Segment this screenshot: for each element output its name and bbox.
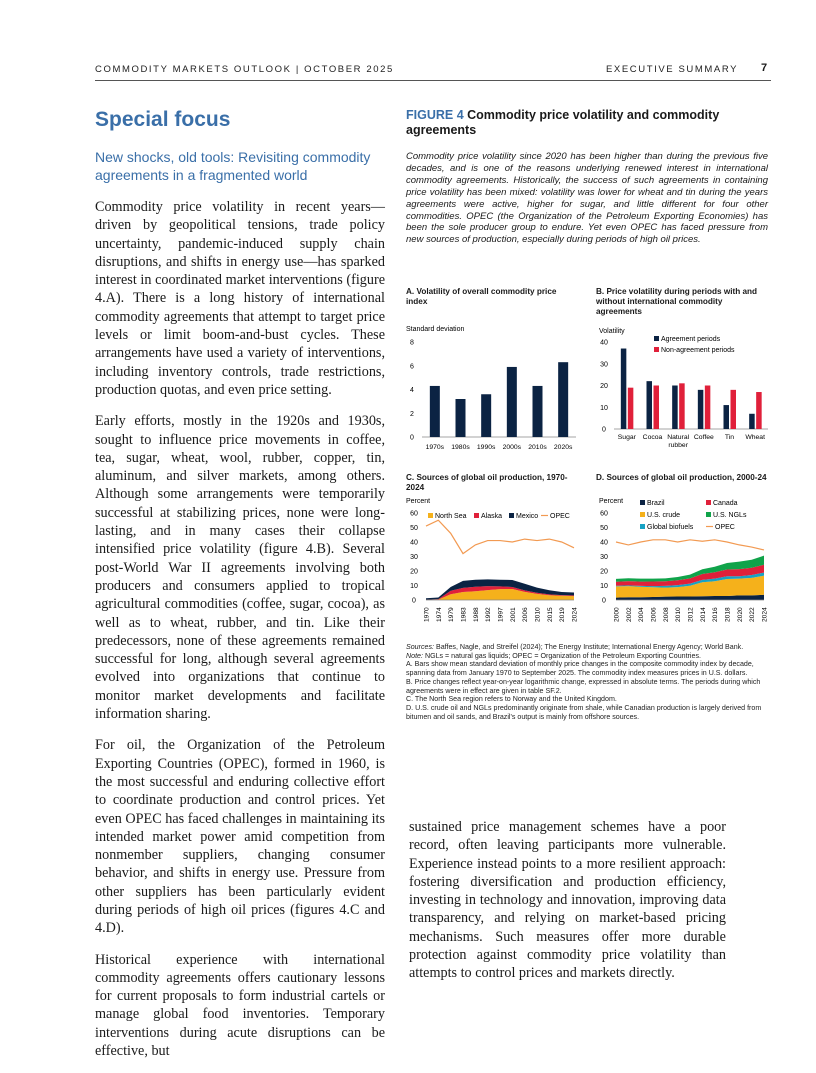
section-title: Special focus	[95, 108, 231, 131]
y-tick-label: 40	[600, 339, 608, 347]
bar-2020s	[558, 362, 568, 437]
header-rule	[95, 80, 771, 81]
legend-label: North Sea	[435, 513, 467, 520]
x-tick-label: 1970s	[425, 444, 445, 451]
bar-2000s	[507, 367, 517, 437]
running-header-section: EXECUTIVE SUMMARY	[606, 64, 739, 75]
bar-Non-agreement periods-Natural rubber	[679, 383, 685, 429]
x-tick-label: 2019	[559, 607, 567, 622]
y-axis-label: Percent	[599, 498, 624, 505]
page-number: 7	[761, 62, 768, 74]
x-tick-label: 1980s	[451, 444, 470, 451]
paragraph: Commodity price volatility in recent years—driven by geopolitical tensions, trade policy uncertainty, pandemic-induced supply chain disruptions, and shifts in energy use—has sparked interest in coordinated market interventions (figure 4.A). There is a long history of international commodity agreements that attempt to target price levels or limit boom-and-bust cycles. These arrangements have used a variety of interventions, including inventory controls, trade restrictions, production quotas, and even price setting.	[95, 199, 385, 398]
note-c: C. The North Sea region refers to Norway and the United Kingdom.	[406, 695, 617, 704]
y-tick-label: 10	[410, 583, 418, 590]
chart-b-agreements	[594, 322, 770, 457]
note-a: A. Bars show mean standard deviation of monthly price changes in the composite commodity index by decade, spanning data from January 1970 to September 2025. The commodity index measures prices in U.S. dollars.	[406, 660, 754, 678]
y-tick-label: 0	[410, 434, 414, 442]
x-tick-label: 1997	[497, 607, 505, 622]
paragraph: Historical experience with international commodity agreements offers cautionary lessons for current proposals to form industrial cartels or manage global food inventories. Temporary interventions during acute disruptions can be effective, but	[95, 951, 385, 1060]
bar-Agreement periods-Wheat	[749, 414, 755, 429]
bar-Non-agreement periods-Wheat	[756, 392, 762, 429]
legend-swatch	[474, 513, 479, 518]
note-line	[406, 652, 768, 661]
y-tick-label: 0	[602, 597, 606, 605]
legend-swatch	[654, 336, 659, 341]
note-text: NGLs = natural gas liquids; OPEC = Organization of the Petroleum Exporting Countries.	[424, 651, 701, 660]
y-tick-label: 6	[410, 363, 414, 371]
panel-d-title: D. Sources of global oil production, 2000-24	[596, 473, 767, 482]
x-tick-label: rubber	[668, 442, 688, 449]
x-tick-label: 2006	[522, 607, 530, 622]
running-header-title: COMMODITY MARKETS OUTLOOK | OCTOBER 2025	[95, 64, 394, 75]
x-tick-label: 2000s	[502, 444, 522, 451]
x-tick-label: 2000	[613, 607, 621, 622]
line-opec	[616, 540, 764, 550]
bar-Non-agreement periods-Cocoa	[654, 386, 660, 430]
y-tick-label: 2	[410, 410, 414, 418]
bar-Agreement periods-Tin	[724, 405, 730, 429]
sources-text: Baffes, Nagle, and Streifel (2024); The Energy Institute; International Energy Agency; World Bank.	[435, 643, 744, 651]
bar-1980s	[456, 399, 466, 437]
legend-label: Canada	[713, 500, 738, 507]
y-tick-label: 10	[600, 583, 608, 590]
y-tick-label: 60	[600, 510, 608, 518]
y-tick-label: 10	[600, 404, 608, 412]
legend-label: OPEC	[550, 513, 570, 520]
legend-label: Brazil	[647, 500, 665, 507]
legend-swatch	[640, 512, 645, 517]
legend-label: U.S. crude	[647, 512, 681, 519]
x-tick-label: 2024	[761, 607, 769, 622]
x-tick-label: 2024	[571, 607, 579, 622]
x-tick-label: 2015	[546, 607, 554, 622]
y-tick-label: 30	[600, 554, 608, 561]
y-tick-label: 40	[600, 539, 608, 547]
x-tick-label: 2020s	[553, 444, 573, 451]
legend-label: Agreement periods	[661, 336, 721, 343]
note-label: Note:	[406, 651, 423, 660]
figure-label: FIGURE 4	[406, 108, 464, 122]
legend-label: U.S. NGLs	[713, 512, 747, 519]
x-tick-label: 2020	[736, 607, 744, 622]
bar-Non-agreement periods-Sugar	[628, 388, 634, 429]
x-tick-label: 1979	[448, 607, 456, 622]
panel-c-title: C. Sources of global oil production, 1970-2024	[406, 473, 568, 492]
y-tick-label: 50	[600, 525, 608, 532]
x-tick-label: 2010	[675, 607, 683, 622]
legend-label: Non-agreement periods	[661, 347, 735, 354]
chart-d-oil-sources	[594, 494, 770, 636]
panel-b-title: B. Price volatility during periods with and without international commodity agreements	[596, 287, 758, 316]
legend-swatch	[654, 347, 659, 352]
legend-label: Global biofuels	[647, 524, 694, 531]
figure-title-text: Commodity price volatility and commodity agreements	[406, 108, 720, 137]
legend-swatch	[706, 500, 711, 505]
x-tick-label: 2002	[625, 607, 633, 622]
section-subtitle: New shocks, old tools: Revisiting commodity agreements in a fragmented world	[95, 149, 371, 183]
bar-2010s	[533, 386, 543, 437]
y-tick-label: 4	[410, 387, 414, 394]
x-tick-label: Tin	[724, 434, 735, 441]
chart-c-oil-sources	[404, 494, 584, 636]
x-tick-label: 2022	[749, 607, 757, 622]
y-tick-label: 20	[410, 568, 418, 576]
bar-Agreement periods-Cocoa	[647, 381, 653, 429]
y-tick-label: 50	[410, 525, 418, 532]
x-tick-label: 2016	[712, 607, 720, 622]
x-tick-label: Natural	[667, 434, 690, 441]
legend-label: Mexico	[516, 513, 539, 520]
paragraph: For oil, the Organization of the Petroleum Exporting Countries (OPEC), formed in 1960, is the most successful and enduring collective effort to coordinate production and control prices. Yet even OPEC has faced challenges in maintaining its intended market power amid competition from nonmember suppliers, changing consumer behavior, and shifts in energy use. Pressure from other suppliers has been particularly evident during periods of high oil prices (figures 4.C and 4.D).	[95, 737, 385, 937]
x-tick-label: 1983	[460, 607, 468, 622]
paragraph: Early efforts, mostly in the 1920s and 1930s, sought to influence price movements in coffee, tea, sugar, wheat, wool, rubber, copper, tin, aluminum, and silver markets, among others. Although some arrangements were temporarily successful at stabilizing prices, none were long-lasting, and in many cases their collapse intensified price volatility (figure 4.B). Several post-World War II agreements involving both producers and consumers applied to tropical agricultural commodities (coffee, sugar, cocoa), as well as to wheat, rubber, and tin. Like their predecessors, none of these agreements remained successful for long, although several agreements evolved into organizations that continue to monitor market developments and facilitate information sharing.	[95, 413, 385, 723]
legend-swatch	[428, 513, 433, 518]
legend-label: Alaska	[481, 513, 503, 520]
y-axis-label: Standard deviation	[406, 326, 465, 333]
x-tick-label: 2001	[509, 607, 517, 622]
x-tick-label: 1974	[435, 607, 443, 622]
legend-swatch	[640, 500, 645, 505]
bar-Agreement periods-Sugar	[621, 349, 627, 429]
legend-swatch	[640, 524, 645, 529]
x-tick-label: 2008	[662, 607, 670, 622]
y-tick-label: 20	[600, 568, 608, 576]
x-tick-label: Cocoa	[642, 434, 663, 441]
paragraph: sustained price management schemes have a poor record, often leaving participants more vulnerable. Experience instead points to a more resilient approach: fostering diversification and production efficiency, investing in technology and innovation, improving data transparency, and relying on market-based pricing mechanisms. Such measures offer more durable protection against commodity price volatility than attempts to control prices and markets directly.	[409, 819, 726, 982]
note-d: D. U.S. crude oil and NGLs predominantly originate from shale, while Canadian production is largely derived from bitumen and oil sands, and Brazil's output is mainly from offshore sources.	[406, 703, 762, 721]
x-tick-label: 2018	[724, 607, 732, 622]
legend-swatch	[706, 512, 711, 517]
x-tick-label: 2014	[699, 607, 707, 622]
figure-title	[406, 108, 766, 138]
bar-Non-agreement periods-Coffee	[705, 386, 711, 430]
chart-a-volatility	[404, 322, 584, 457]
x-tick-label: 1992	[485, 607, 493, 622]
body-right-column	[409, 818, 726, 983]
panel-a-title: A. Volatility of overall commodity price index	[406, 287, 557, 306]
line-opec	[426, 520, 574, 553]
bar-Agreement periods-Natural rubber	[672, 386, 678, 430]
y-tick-label: 60	[410, 510, 418, 518]
figure-notes	[406, 643, 768, 721]
y-tick-label: 8	[410, 339, 414, 347]
x-tick-label: 2006	[650, 607, 658, 622]
legend-swatch	[509, 513, 514, 518]
note-b: B. Price changes reflect year-on-year logarithmic change, expressed in absolute terms. The periods during which agreements were in effect are given in table SF.2.	[406, 677, 761, 695]
bar-Agreement periods-Coffee	[698, 390, 704, 429]
figure-caption: Commodity price volatility since 2020 has been higher than during the previous five decades, and is one of the reasons underlying renewed interest in international commodity agreements. Historically, the success of such agreements in containing price volatility has been mixed: volatility was lower for wheat and tin during the years agreements were active, higher for sugar, and little different for four other commodities. OPEC (the Organization of the Petroleum Exporting Economies) has been the sole producer group to endure. Yet even OPEC has faced pressure from new sources of production, especially during periods of high oil prices.	[406, 151, 768, 246]
x-tick-label: Wheat	[745, 434, 765, 441]
legend-label: OPEC	[715, 524, 735, 531]
y-tick-label: 0	[412, 597, 416, 605]
y-axis-label: Volatility	[599, 328, 625, 335]
y-axis-label: Percent	[406, 498, 431, 505]
x-tick-label: 1990s	[476, 444, 496, 451]
x-tick-label: Sugar	[617, 434, 636, 441]
y-tick-label: 30	[600, 361, 608, 369]
y-tick-label: 40	[410, 539, 418, 547]
x-tick-label: Coffee	[693, 434, 714, 441]
x-tick-label: 2010s	[528, 444, 547, 451]
y-tick-label: 20	[600, 383, 608, 390]
y-tick-label: 30	[410, 554, 418, 561]
bar-1990s	[481, 394, 491, 437]
body-left-column	[95, 198, 385, 1073]
x-tick-label: 1988	[472, 607, 480, 622]
bar-1970s	[430, 386, 440, 437]
bar-Non-agreement periods-Tin	[731, 390, 737, 429]
x-tick-label: 2004	[638, 607, 646, 622]
y-tick-label: 0	[602, 426, 606, 434]
sources-label: Sources:	[406, 643, 434, 651]
sources-line	[406, 643, 768, 652]
x-tick-label: 2010	[534, 607, 542, 622]
x-tick-label: 1970	[423, 607, 431, 622]
x-tick-label: 2012	[687, 607, 695, 622]
